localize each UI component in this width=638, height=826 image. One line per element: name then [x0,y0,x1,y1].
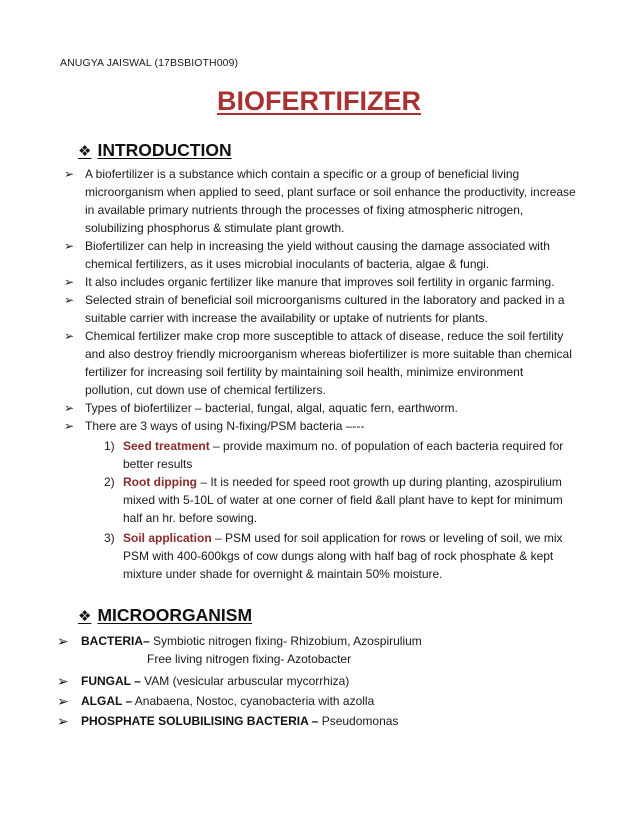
bullet-line: and also destroy friendly microorganism whereas biofertilizer is more suitable than chemical [85,347,572,361]
bullet-line: solubilizing phosphorus & stimulate plant growth. [85,221,345,235]
arrowhead-bullet-icon: ➢ [64,167,75,181]
method-term: Seed treatment [123,439,210,453]
bullet-line: A biofertilizer is a substance which contain a specific or a group of beneficial living [85,167,520,181]
method-text: – provide maximum no. of population of each bacteria required for [209,439,564,453]
method-term: Root dipping [123,475,197,489]
bullet-line: Types of biofertilizer – bacterial, fungal, algal, aquatic fern, earthworm. [85,401,458,415]
author-line: ANUGYA JAISWAL (17BSBIOTH009) [60,57,239,69]
document-title: BIOFERTIFIZER [217,86,421,116]
micro-text: Anabaena, Nostoc, cyanobacteria with azolla [132,694,375,708]
microorganism-heading-text: MICROORGANISM [97,605,253,625]
bullet-line: Biofertilizer can help in increasing the yield without causing the damage associated with [85,239,550,253]
arrowhead-bullet-icon: ➢ [64,329,75,343]
bullet-line: pollution, cut down use of chemical fertilizers. [85,383,326,397]
arrowhead-bullet-icon: ➢ [57,673,69,689]
method-number: 2) [104,475,115,489]
method-term: Soil application [123,531,212,545]
method-text: mixture under shade for overnight & maintain 50% moisture. [123,567,443,581]
method-text: – It is needed for speed root growth up during planting, azospirulium [196,475,562,489]
micro-text: Pseudomonas [318,714,399,728]
bullet-line: suitable carrier with increase the availability or uptake of nutrients for plants. [85,311,488,325]
bullet-line: It also includes organic fertilizer like manure that improves soil fertility in organic farming. [85,275,555,289]
method-text: half an hr. before sowing. [123,511,258,525]
bullet-line: chemical fertilizers, as it uses microbial inoculants of bacteria, algae & fungi. [85,257,490,271]
bullet-line: microorganism when applied to seed, plant surface or soil enhance the productivity, increase [85,185,576,199]
bullet-line: in available primary nutrients through the processes of fixing atmospheric nitrogen, [85,203,524,217]
arrowhead-bullet-icon: ➢ [64,401,75,415]
arrowhead-bullet-icon: ➢ [64,275,75,289]
method-text: PSM with 400-600kgs of cow dungs along with half bag of rock phosphate & kept [123,549,554,563]
diamond-bullet-icon: ❖ [78,142,92,160]
method-number: 1) [104,439,115,453]
introduction-heading [78,140,232,161]
micro-text: VAM (vesicular arbuscular mycorrhiza) [140,674,350,688]
arrowhead-bullet-icon: ➢ [57,713,69,729]
method-text: – PSM used for soil application for rows or leveling of soil, we mix [211,531,563,545]
micro-label: BACTERIA– [81,634,150,648]
micro-extra: Free living nitrogen fixing- Azotobacter [147,652,352,666]
arrowhead-bullet-icon: ➢ [64,419,75,433]
micro-text: Symbiotic nitrogen fixing- Rhizobium, Azospirulium [149,634,422,648]
bullet-line: Selected strain of beneficial soil microorganisms cultured in the laboratory and packed in a [85,293,565,307]
arrowhead-bullet-icon: ➢ [64,293,75,307]
micro-label: ALGAL – [81,694,133,708]
arrowhead-bullet-icon: ➢ [57,693,69,709]
method-number: 3) [104,531,115,545]
arrowhead-bullet-icon: ➢ [64,239,75,253]
arrowhead-bullet-icon: ➢ [57,633,69,649]
micro-label: PHOSPHATE SOLUBILISING BACTERIA – [81,714,319,728]
microorganism-heading [78,605,252,626]
micro-label: FUNGAL – [81,674,141,688]
method-text: better results [123,457,193,471]
diamond-bullet-icon: ❖ [78,607,92,625]
bullet-line: fertilizer for increasing soil fertility by maintaining soil health, minimize environment [85,365,524,379]
method-text: mixed with 5-10L of water at one corner of field &all plant have to kept for minimum [123,493,563,507]
bullet-line: Chemical fertilizer make crop more susceptible to attack of disease, reduce the soil fertility [85,329,564,343]
bullet-line: There are 3 ways of using N-fixing/PSM bacteria –--- [85,419,365,433]
introduction-heading-text: INTRODUCTION [97,140,232,160]
